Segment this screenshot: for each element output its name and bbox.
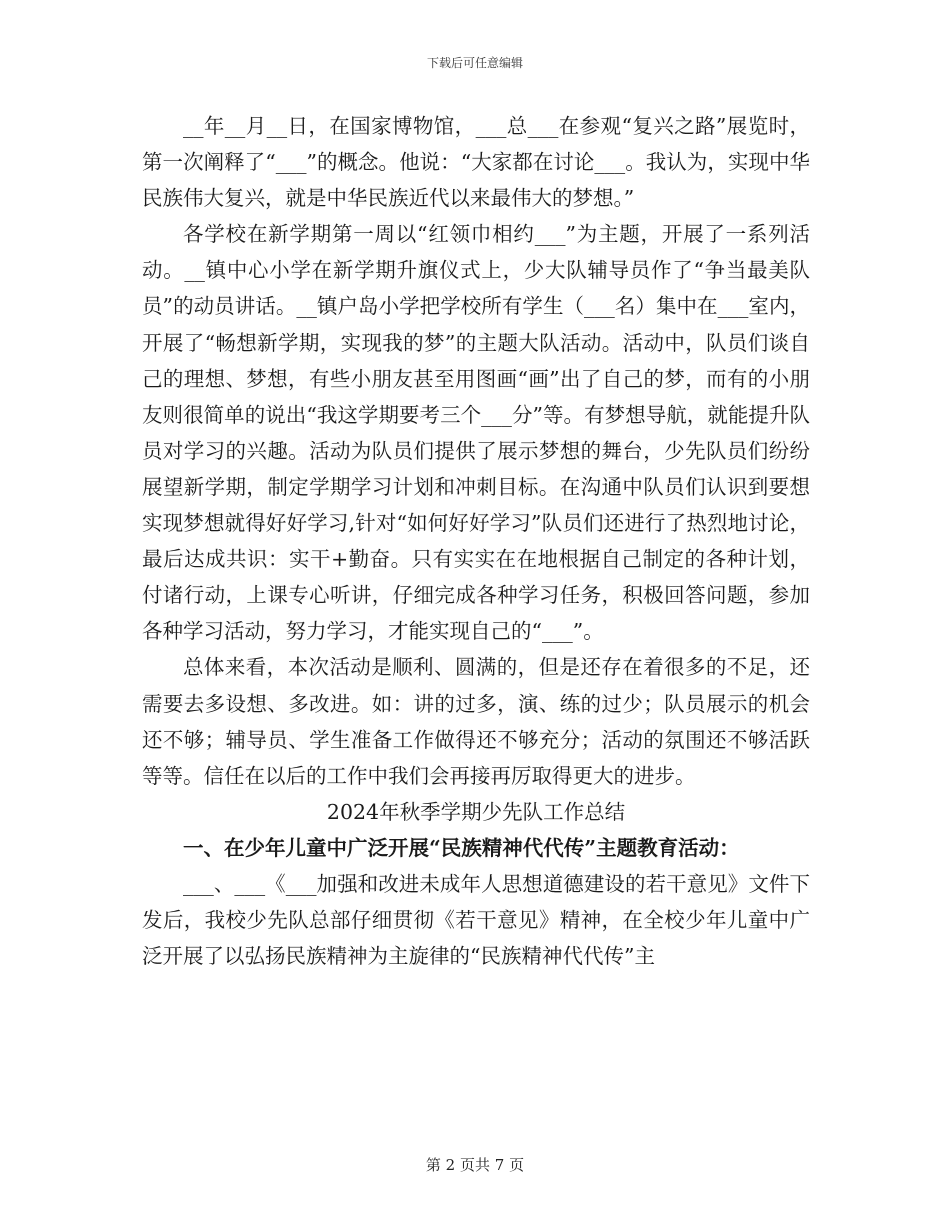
paragraph-intro: __年__月__日，在国家博物馆，___总___在参观“复兴之路”展览时，第一次阐释了“___”的概念。他说：“大家都在讨论___。我认为，实现中华民族伟大复兴，就是中华民族近代以来最伟大的梦想。” <box>142 114 810 211</box>
paragraph-activities: 各学校在新学期第一周以“红领巾相约___”为主题，开展了一系列活动。__镇中心小学在新学期升旗仪式上，少大队辅导员作了“争当最美队员”的动员讲话。__镇户岛小学把学校所有学生（___名）集中在___室内，开展了“畅想新学期，实现我的梦”的主题大队活动。活动中，队员们谈自己的理想、梦想，有些小朋友甚至用图画“画”出了自己的梦，而有的小朋友则很简单的说出“我这学期要考三个___分”等。有梦想导航，就能提升队员对学习的兴趣。活动为队员们提供了展示梦想的舞台，少先队员们纷纷展望新学期，制定学期学习计划和冲刺目标。在沟通中队员们认识到要想实现梦想就得好好学习,针对“如何好好学习”队员们还进行了热烈地讨论，最后达成共识：实干+勤奋。只有实实在在地根据自己制定的各种计划，付诸行动，上课专心听讲，仔细完成各种学习任务，积极回答问题，参加各种学习活动，努力学习，才能实现自己的“___”。 <box>142 222 810 644</box>
paragraph-summary: 总体来看，本次活动是顺利、圆满的，但是还存在着很多的不足，还需要去多设想、多改进。如：讲的过多，演、练的过少；队员展示的机会还不够；辅导员、学生准备工作做得还不够充分；活动的氛围还不够活跃等等。信任在以后的工作中我们会再接再厉取得更大的进步。 <box>142 655 810 788</box>
page-footer: 第 2 页共 7 页 <box>425 1156 525 1174</box>
document-title: 2024年秋季学期少先队工作总结 <box>326 799 626 824</box>
document-body <box>142 108 810 974</box>
page-header: 下载后可任意编辑 <box>426 56 523 70</box>
paragraph-section-one: ___、___《___加强和改进未成年人思想道德建设的若干意见》文件下发后，我校少先队总部仔细贯彻《若干意见》精神，在全校少年儿童中广泛开展了以弘扬民族精神为主旋律的“民族精神代代传”主 <box>142 871 810 969</box>
section-heading: 一、在少年儿童中广泛开展“民族精神代代传”主题教育活动： <box>183 835 740 860</box>
